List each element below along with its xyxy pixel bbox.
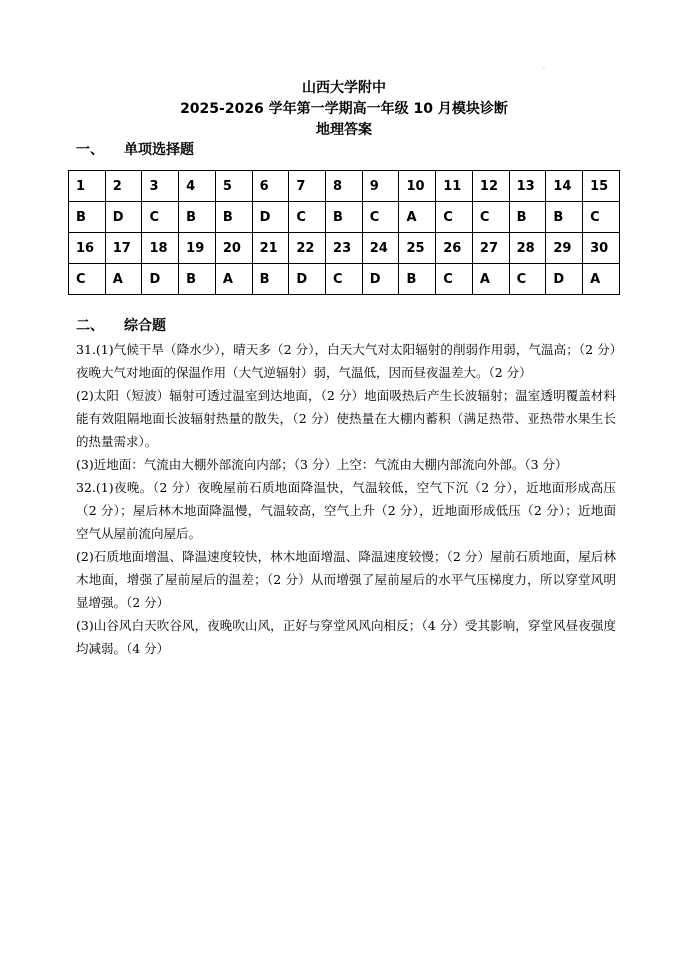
- question-number-cell: 2: [105, 171, 142, 202]
- question-number-cell: 12: [472, 171, 509, 202]
- answer-cell: B: [215, 202, 252, 233]
- section-2-heading: [76, 317, 166, 335]
- question-number-cell: 17: [105, 233, 142, 264]
- question-number-cell: 29: [546, 233, 583, 264]
- question-number-cell: 15: [583, 171, 620, 202]
- question-number-cell: 1: [69, 171, 106, 202]
- question-number-cell: 3: [142, 171, 179, 202]
- question-number-cell: 30: [583, 233, 620, 264]
- answer-cell: C: [583, 202, 620, 233]
- answer-cell: B: [509, 202, 546, 233]
- question-number-cell: 8: [326, 171, 363, 202]
- answer-cell: C: [326, 264, 363, 295]
- answer-cell: C: [436, 202, 473, 233]
- question-number-cell: 7: [289, 171, 326, 202]
- question-number-cell: 13: [509, 171, 546, 202]
- answer-cell: B: [179, 202, 216, 233]
- answer-cell: B: [69, 202, 106, 233]
- paragraph-31-3: (3)近地面：气流由大棚外部流向内部；（3 分）上空：气流由大棚内部流向外部。（3 分）: [76, 457, 568, 472]
- paragraph-32-3: (3)山谷风白天吹谷风，夜晚吹山风，正好与穿堂风风向相反；（4 分）受其影响，穿堂风昼夜强度均减弱。（4 分）: [76, 618, 616, 656]
- question-number-cell: 9: [362, 171, 399, 202]
- answer-cell: D: [546, 264, 583, 295]
- answer-cell: A: [583, 264, 620, 295]
- answer-cell: A: [399, 202, 436, 233]
- answer-cell: D: [142, 264, 179, 295]
- answer-cell: C: [472, 202, 509, 233]
- question-number-cell: 28: [509, 233, 546, 264]
- answer-cell: C: [69, 264, 106, 295]
- question-number-cell: 5: [215, 171, 252, 202]
- question-number-cell: 26: [436, 233, 473, 264]
- question-number-cell: 16: [69, 233, 106, 264]
- section-1-heading: [76, 141, 194, 159]
- section-1-title: 单项选择题: [124, 142, 194, 158]
- question-number-cell: 27: [472, 233, 509, 264]
- school-name: 山西大学附中: [302, 80, 386, 96]
- paragraph-32-1: 32.(1)夜晚。（2 分）夜晚屋前石质地面降温快，气温较低，空气下沉（2 分），近地面形成高压（2 分）；屋后林木地面降温慢，气温较高，空气上升（2 分），近地面形成低压（2 分）；近地面空气从屋前流向屋后。: [76, 480, 616, 541]
- answer-cell: C: [289, 202, 326, 233]
- question-number-cell: 25: [399, 233, 436, 264]
- answer-cell: C: [362, 202, 399, 233]
- paragraph-31-2: (2)太阳（短波）辐射可透过温室到达地面，（2 分）地面吸热后产生长波辐射；温室透明覆盖材料能有效阻隔地面长波辐射热量的散失，（2 分）使热量在大棚内蓄积（满足热带、亚热带水果生长的热量需求）。: [76, 388, 616, 449]
- question-number-cell: 6: [252, 171, 289, 202]
- answer-cell: C: [436, 264, 473, 295]
- answer-row: [69, 202, 620, 233]
- answer-cell: A: [215, 264, 252, 295]
- question-number-cell: 20: [215, 233, 252, 264]
- answer-cell: D: [105, 202, 142, 233]
- speck-mark: .: [543, 64, 545, 71]
- answer-table: [68, 170, 620, 295]
- section-1-number: 一、: [76, 142, 104, 158]
- answer-row: [69, 264, 620, 295]
- answer-cell: A: [472, 264, 509, 295]
- answer-cell: D: [289, 264, 326, 295]
- question-number-cell: 10: [399, 171, 436, 202]
- question-number-cell: 4: [179, 171, 216, 202]
- question-number-cell: 21: [252, 233, 289, 264]
- answer-cell: B: [326, 202, 363, 233]
- exam-title: 2025-2026 学年第一学期高一年级 10 月模块诊断: [180, 101, 508, 117]
- answer-cell: A: [105, 264, 142, 295]
- answer-cell: C: [142, 202, 179, 233]
- section-2-title: 综合题: [124, 318, 166, 334]
- answer-cell: D: [252, 202, 289, 233]
- question-number-cell: 11: [436, 171, 473, 202]
- question-number-cell: 19: [179, 233, 216, 264]
- answer-cell: C: [509, 264, 546, 295]
- paragraph-31-1: 31.(1)气候干旱（降水少），晴天多（2 分），白天大气对太阳辐射的削弱作用弱，气温高；（2 分）夜晚大气对地面的保温作用（大气逆辐射）弱，气温低，因而昼夜温差大。（2 分）: [76, 342, 616, 380]
- paragraph-32-2: (2)石质地面增温、降温速度较快，林木地面增温、降温速度较慢；（2 分）屋前石质地面，屋后林木地面，增强了屋前屋后的温差；（2 分）从而增强了屋前屋后的水平气压梯度力，所以穿堂风明显增强。（2 分）: [76, 549, 616, 610]
- question-number-row: [69, 171, 620, 202]
- answer-cell: B: [546, 202, 583, 233]
- answer-cell: B: [179, 264, 216, 295]
- question-number-cell: 23: [326, 233, 363, 264]
- section-2-number: 二、: [76, 318, 104, 334]
- answer-cell: B: [399, 264, 436, 295]
- question-number-cell: 14: [546, 171, 583, 202]
- question-number-cell: 18: [142, 233, 179, 264]
- subject-title: 地理答案: [316, 122, 372, 138]
- answer-cell: B: [252, 264, 289, 295]
- answer-cell: D: [362, 264, 399, 295]
- question-number-cell: 22: [289, 233, 326, 264]
- question-number-row: [69, 233, 620, 264]
- question-number-cell: 24: [362, 233, 399, 264]
- answer-explanations: [76, 338, 616, 660]
